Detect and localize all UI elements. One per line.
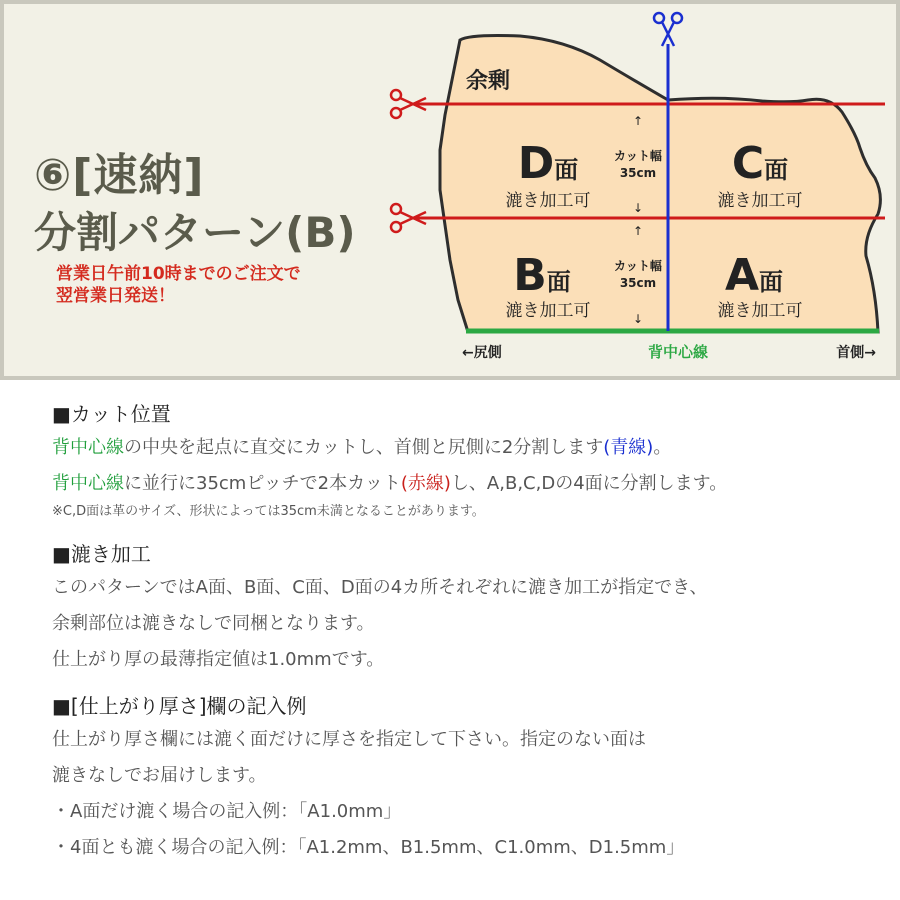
face-b-label: B面 — [513, 250, 571, 301]
tail-side-label: ←尻側 — [462, 345, 502, 361]
cut-width-arrow-down: ↓ — [632, 312, 644, 326]
text-span: し、A,B,C,Dの4面に分割します。 — [450, 473, 728, 494]
face-a-label: A面 — [724, 250, 784, 301]
cut-width-arrow-up: ↑ — [632, 114, 644, 128]
title-line1: ⑥[速納] — [34, 150, 205, 201]
thickness-example-1: ・A面だけ漉く場合の記入例：「A1.0mm」 — [52, 801, 402, 822]
shipping-note-line1: 営業日午前10時までのご注文で — [56, 264, 301, 284]
skiving-line-2: 余剰部位は漉きなしで同梱となります。 — [52, 613, 375, 634]
cut-width-value: 35cm — [619, 166, 657, 180]
title-line2: 分割パターン(B) — [34, 208, 356, 257]
face-c-skiving: 漉き加工可 — [717, 191, 803, 211]
neck-side-label: 首側→ — [836, 345, 876, 361]
leftover-label: 余剰 — [466, 69, 511, 94]
spine-line-label: 背中心線 — [647, 343, 709, 361]
text-span: に並行に35cmピッチで2本カット — [124, 473, 401, 494]
skiving-line-3: 仕上がり厚の最薄指定値は1.0mmです。 — [52, 649, 385, 670]
thickness-line-1: 仕上がり厚さ欄には漉く面だけに厚さを指定して下さい。指定のない面は — [52, 729, 646, 750]
cut-width-label: カット幅 — [614, 259, 662, 273]
face-d-label: D面 — [517, 138, 579, 189]
shipping-note-line2: 翌営業日発送！ — [56, 286, 175, 306]
spine-line-term: 背中心線 — [52, 437, 124, 458]
explanation-text — [52, 398, 872, 866]
thickness-example-2: ・4面とも漉く場合の記入例：「A1.2mm、B1.5mm、C1.0mm、D1.5mm」 — [52, 837, 685, 858]
skiving-line-1: このパターンではA面、B面、C面、D面の4カ所それぞれに漉き加工が指定でき、 — [52, 577, 708, 598]
text-span: 。 — [653, 437, 672, 458]
cut-width-arrow-up: ↑ — [632, 224, 644, 238]
scissors-icon — [654, 13, 682, 46]
blue-line-term: (青線) — [603, 437, 654, 458]
cut-width-value: 35cm — [619, 276, 657, 290]
cut-width-arrow-down: ↓ — [632, 201, 644, 215]
split-pattern-diagram — [380, 0, 900, 380]
face-a-skiving: 漉き加工可 — [717, 301, 803, 321]
face-c-label: C面 — [731, 138, 789, 189]
cut-note: ※C,D面は革のサイズ、形状によっては35cm未満となることがあります。 — [52, 504, 485, 519]
face-b-skiving: 漉き加工可 — [505, 301, 591, 321]
section-heading-skiving: ■漉き加工 — [52, 542, 151, 566]
section-heading-cut: ■カット位置 — [52, 402, 171, 426]
cut-paragraph-1 — [52, 430, 872, 466]
face-d-skiving: 漉き加工可 — [505, 191, 591, 211]
thickness-line-2: 漉きなしでお届けします。 — [52, 765, 267, 786]
text-span: の中央を起点に直交にカットし、首側と尻側に2分割します — [124, 437, 604, 458]
section-heading-thickness: ■[仕上がり厚さ]欄の記入例 — [52, 694, 307, 718]
spine-line-term: 背中心線 — [52, 473, 124, 494]
cut-paragraph-2 — [52, 466, 872, 502]
red-line-term: (赤線) — [400, 473, 451, 494]
cut-width-label: カット幅 — [614, 149, 662, 163]
title-block — [34, 149, 356, 307]
